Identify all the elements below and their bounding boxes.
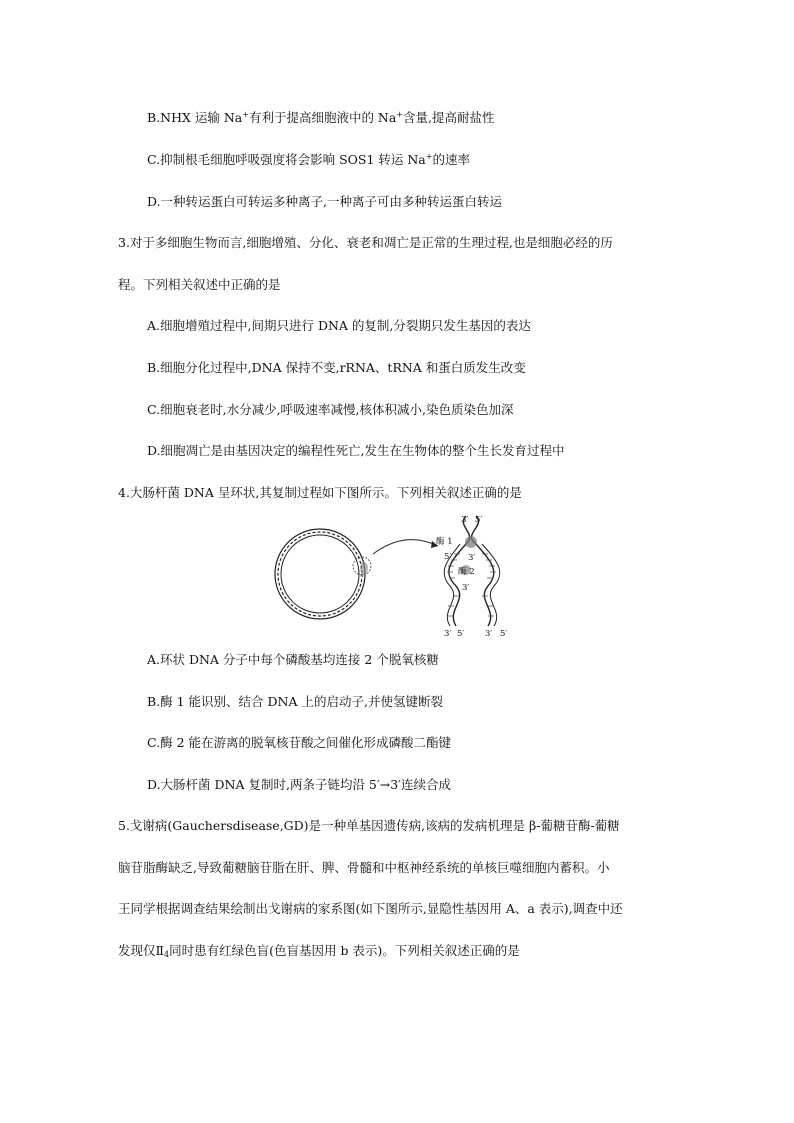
q4-option-d: D.大肠杆菌 DNA 复制时,两条子链均沿 5′→3′连续合成	[147, 777, 451, 792]
q4-option-c: C.酶 2 能在游离的脱氧核苷酸之间催化形成磷酸二酯键	[147, 735, 451, 750]
label-5prime: 5′	[500, 629, 508, 639]
q2-option-b-text-2: 有利于提高细胞液中的 Na	[248, 110, 397, 125]
q2-option-b-text-3: 含量,提高耐盐性	[403, 110, 495, 125]
circular-dna-image	[275, 529, 371, 619]
q3-option-c: C.细胞衰老时,水分减少,呼吸速率减慢,核体积减小,染色质染色加深	[147, 402, 514, 417]
q3-option-a: A.细胞增殖过程中,间期只进行 DNA 的复制,分裂期只发生基因的表达	[147, 318, 531, 333]
q5-line-4-text: 发现仅Ⅱ	[118, 943, 164, 958]
dna-replication-figure	[270, 510, 530, 640]
q5-line-2: 脑苷脂酶缺乏,导致葡糖脑苷脂在肝、脾、骨髓和中枢神经系统的单核巨噬细胞内蓄积。小	[118, 860, 610, 875]
arrow-icon	[373, 540, 438, 554]
q4-stem: 4.大肠杆菌 DNA 呈环状,其复制过程如下图所示。下列相关叙述正确的是	[118, 485, 522, 500]
label-enzyme-1: 酶 1	[436, 537, 453, 547]
label-3prime: 3′	[485, 629, 493, 639]
subscript-number: 4	[164, 950, 170, 959]
enzyme-1-shape	[465, 536, 477, 548]
q5-line-4	[118, 943, 520, 959]
label-3prime: 3′	[444, 629, 452, 639]
label-5prime: 5′	[475, 515, 483, 525]
q2-option-c	[147, 152, 470, 168]
q3-stem-line-2: 程。下列相关叙述中正确的是	[118, 277, 281, 292]
label-3prime: 3′	[462, 583, 470, 593]
label-5prime: 5′	[457, 629, 465, 639]
q2-option-c-text: C.抑制根毛细胞呼吸强度将会影响 SOS1 转运 Na	[147, 152, 426, 167]
q3-option-b: B.细胞分化过程中,DNA 保持不变,rRNA、tRNA 和蛋白质发生改变	[147, 360, 526, 375]
q2-option-d: D.一种转运蛋白可转运多种离子,一种离子可由多种转运蛋白转运	[147, 194, 503, 209]
q3-stem-line-1: 3.对于多细胞生物而言,细胞增殖、分化、衰老和凋亡是正常的生理过程,也是细胞必经的历	[118, 235, 613, 250]
q4-option-b: B.酶 1 能识别、结合 DNA 上的启动子,并使氢键断裂	[147, 694, 443, 709]
q5-line-4-text-2: 同时患有红绿色盲(色盲基因用 b 表示)。下列相关叙述正确的是	[169, 943, 520, 958]
q2-option-b-text: B.NHX 运输 Na	[147, 110, 243, 125]
q2-option-c-text-2: 的速率	[432, 152, 470, 167]
q3-option-d: D.细胞凋亡是由基因决定的编程性死亡,发生在生物体的整个生长发育过程中	[147, 443, 565, 458]
label-3prime: 3′	[468, 553, 476, 563]
superscript-plus: +	[242, 110, 249, 119]
label-5prime: 5′	[444, 552, 452, 562]
label-3prime: 3′	[461, 515, 469, 525]
label-enzyme-2: 酶 2	[458, 567, 475, 577]
q2-option-b	[147, 110, 495, 126]
q5-line-1: 5.戈谢病(Gauchersdisease,GD)是一种单基因遗传病,该病的发病机理是 β-葡糖苷酶-葡糖	[118, 818, 620, 833]
q4-option-a: A.环状 DNA 分子中每个磷酸基均连接 2 个脱氧核糖	[147, 652, 439, 667]
q5-line-3: 王同学根据调查结果绘制出戈谢病的家系图(如下图所示,显隐性基因用 A、a 表示),调查中还	[118, 901, 623, 916]
superscript-plus: +	[425, 152, 433, 161]
superscript-plus: +	[396, 110, 404, 119]
